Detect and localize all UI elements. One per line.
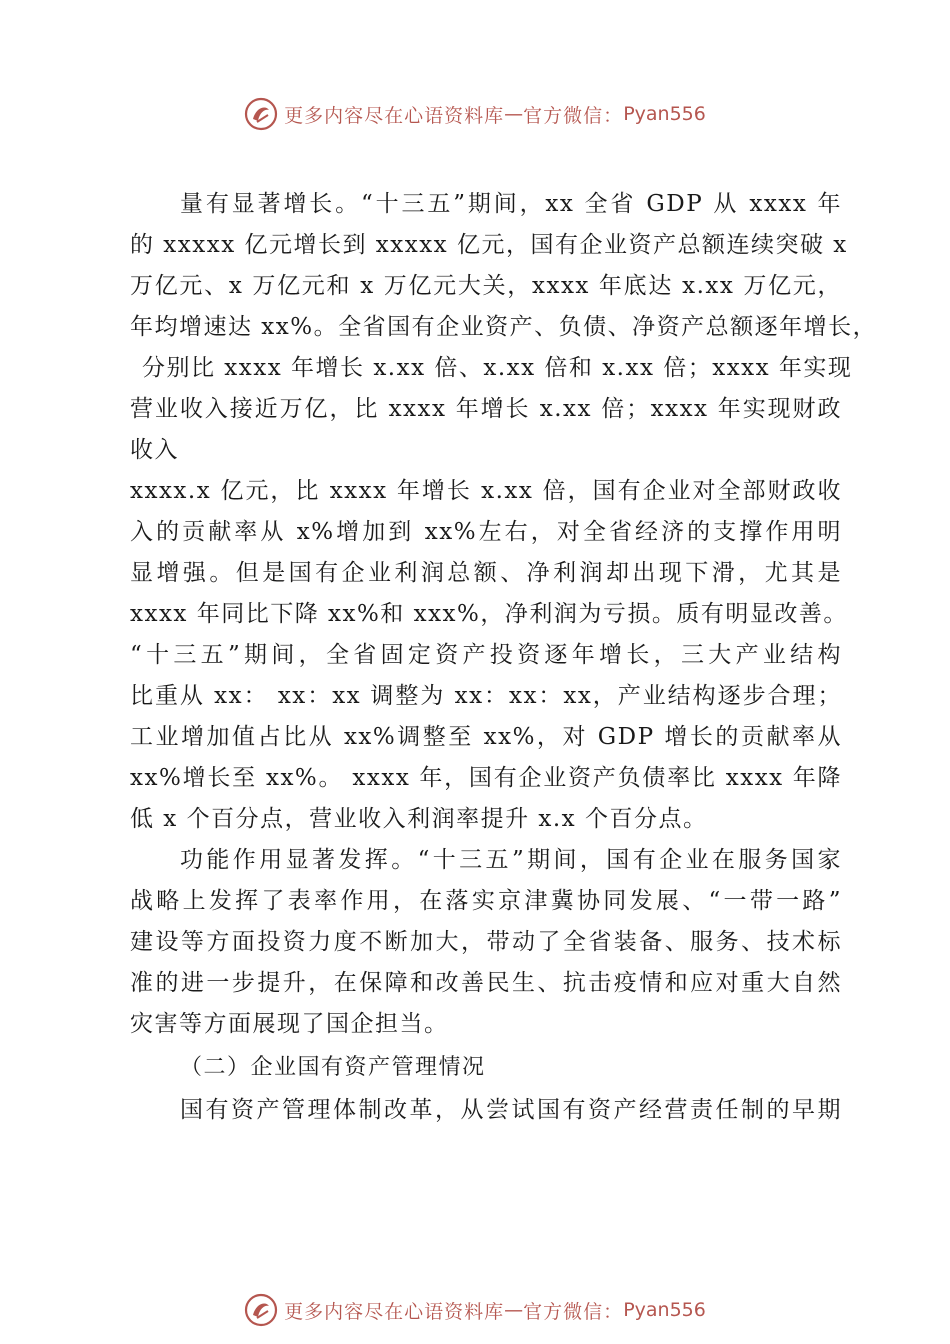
text-line: 国有资产管理体制改革，从尝试国有资产经营责任制的早期 <box>180 1097 842 1123</box>
text-line: 准的进一步提升，在保障和改善民生、抗击疫情和应对重大自然 <box>130 970 842 996</box>
text-line: xx%增长至 xx%。 xxxx 年，国有企业资产负债率比 xxxx 年降 <box>130 765 842 791</box>
text-line: 量有显著增长。“十三五”期间，xx 全省 GDP 从 xxxx 年 <box>180 191 842 217</box>
text-line: 营业收入接近万亿，比 xxxx 年增长 x.xx 倍；xxxx 年实现财政 <box>130 396 842 422</box>
text-line: 工业增加值占比从 xx%调整至 xx%，对 GDP 增长的贡献率从 <box>130 724 842 750</box>
text-line: 分别比 xxxx 年增长 x.xx 倍、x.xx 倍和 x.xx 倍；xxxx 年实现 <box>142 355 853 381</box>
watermark-contact: 官方微信： <box>523 104 624 127</box>
header-watermark <box>0 94 950 134</box>
watermark-separator: — <box>504 103 524 125</box>
red-seal-logo-icon <box>244 97 278 131</box>
footer-watermark <box>0 1290 950 1330</box>
text-line: 功能作用显著发挥。“十三五”期间，国有企业在服务国家 <box>180 847 842 873</box>
text-line: 低 x 个百分点，营业收入利润率提升 x.x 个百分点。 <box>130 806 708 832</box>
text-line: 建设等方面投资力度不断加大，带动了全省装备、服务、技术标 <box>130 929 842 955</box>
watermark-contact: 官方微信： <box>523 1300 624 1323</box>
text-line: 灾害等方面展现了国企担当。 <box>130 1011 449 1037</box>
paragraph-1 <box>130 184 878 840</box>
paragraph-2 <box>130 840 842 1045</box>
text-line: xxxx 年同比下降 xx%和 xxx%，净利润为亏损。质有明显改善。 <box>130 601 848 627</box>
text-line: 万亿元、x 万亿元和 x 万亿元大关，xxxx 年底达 x.xx 万亿元， <box>130 273 842 299</box>
document-body <box>130 184 878 1131</box>
watermark-separator: — <box>504 1299 524 1321</box>
section-heading: （二）企业国有资产管理情况 <box>180 1055 486 1080</box>
text-line: 年均增速达 xx%。全省国有企业资产、负债、净资产总额逐年增长， <box>130 314 878 340</box>
text-line: xxxx.x 亿元，比 xxxx 年增长 x.xx 倍，国有企业对全部财政收 <box>130 478 842 504</box>
watermark-code: Pyan556 <box>623 1299 706 1321</box>
text-line: 战略上发挥了表率作用，在落实京津冀协同发展、“一带一路” <box>130 888 842 914</box>
text-line: 的 xxxxx 亿元增长到 xxxxx 亿元，国有企业资产总额连续突破 x <box>130 232 848 258</box>
red-seal-logo-icon <box>244 1293 278 1327</box>
text-line: “十三五”期间，全省固定资产投资逐年增长，三大产业结构 <box>130 642 842 668</box>
text-line: 入的贡献率从 x%增加到 xx%左右，对全省经济的支撑作用明 <box>130 519 842 545</box>
watermark-text: 更多内容尽在心语资料库 <box>284 104 505 127</box>
text-line: 显增强。但是国有企业利润总额、净利润却出现下滑，尤其是 <box>130 560 842 586</box>
watermark-text: 更多内容尽在心语资料库 <box>284 1300 505 1323</box>
text-line: 比重从 xx： xx：xx 调整为 xx：xx：xx，产业结构逐步合理； <box>130 683 842 709</box>
text-line: 收入 <box>130 437 179 463</box>
watermark-code: Pyan556 <box>623 103 706 125</box>
